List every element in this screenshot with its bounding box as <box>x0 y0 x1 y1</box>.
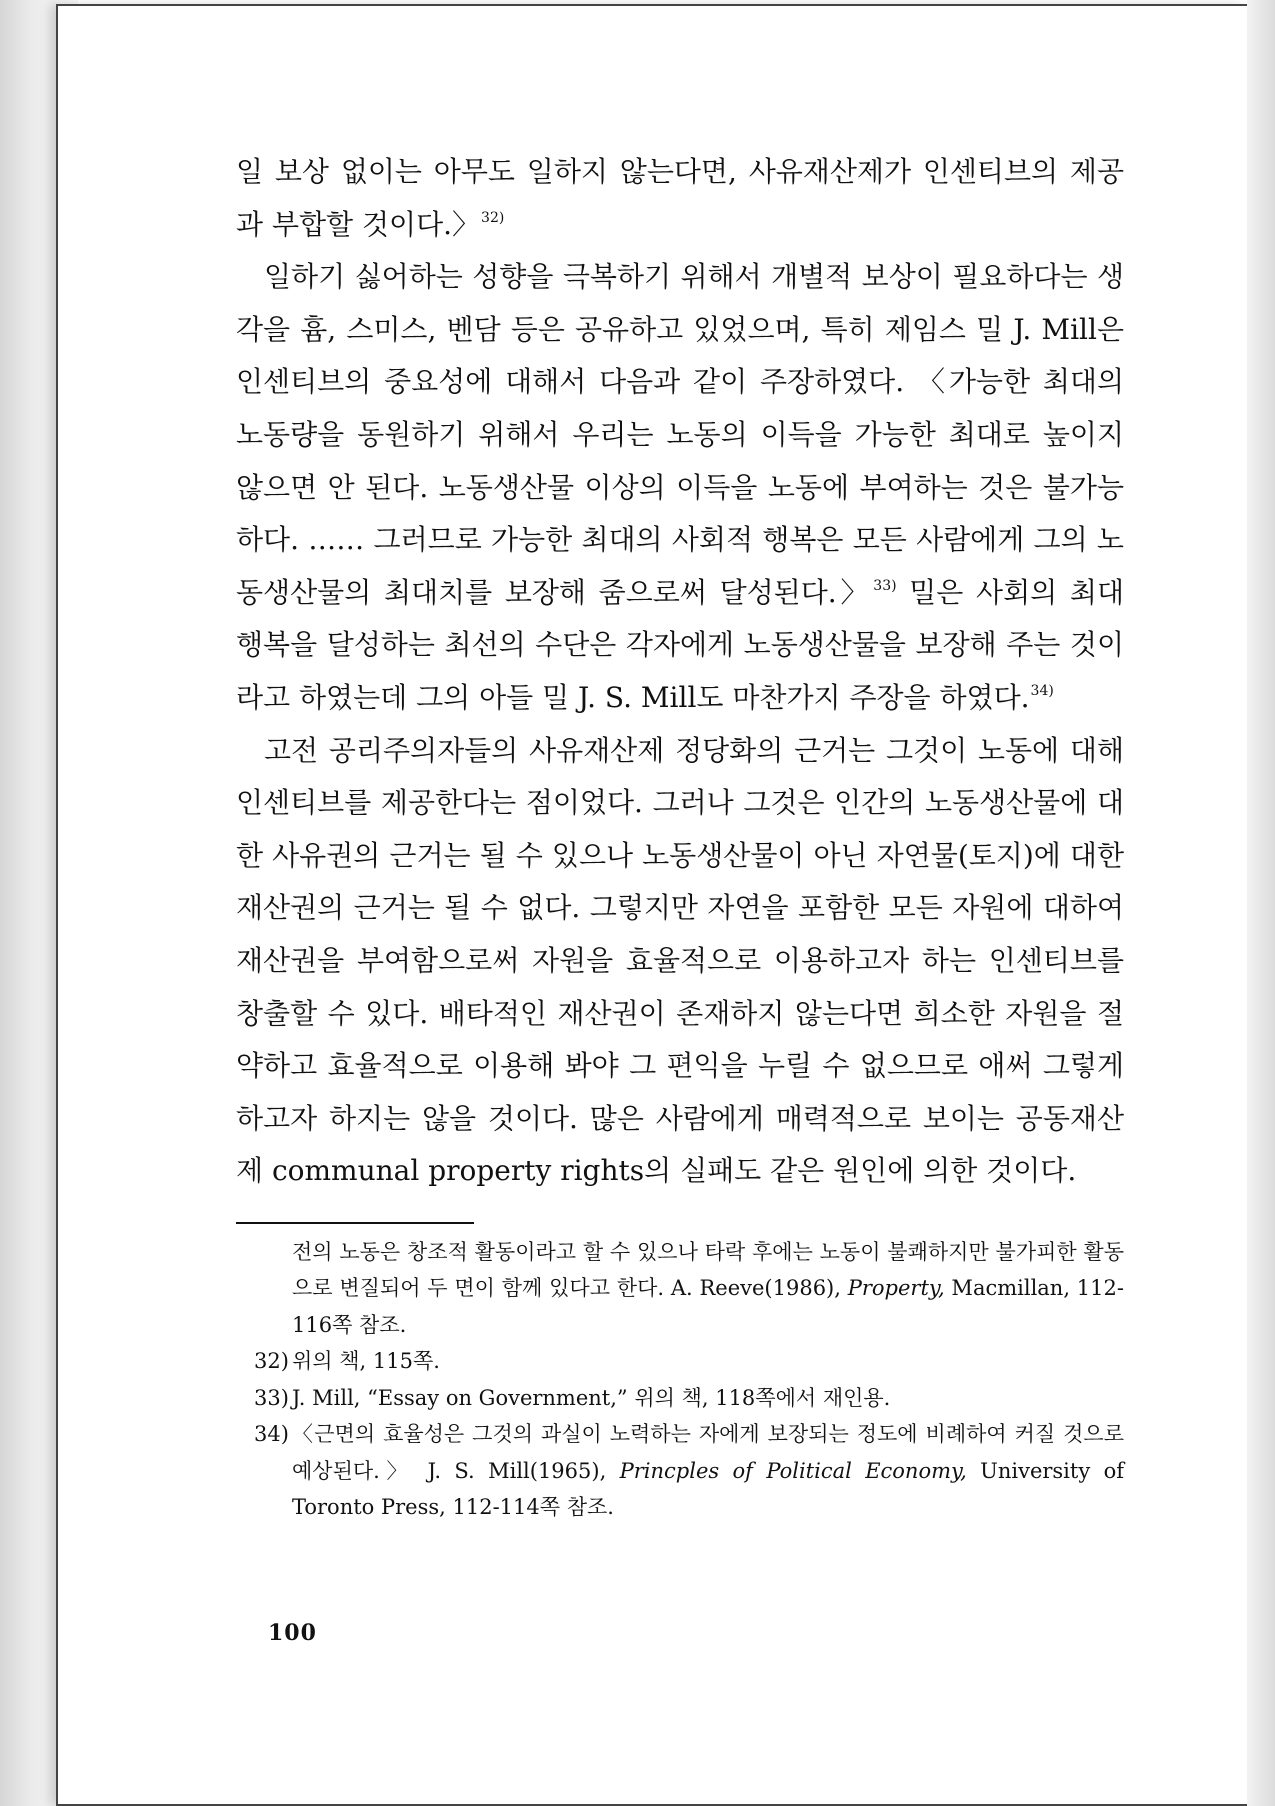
footnote-34 <box>236 1416 1124 1526</box>
footnote-text: J. Mill, “Essay on Government,” 위의 책, 118쪽에서 재인용. <box>292 1385 891 1410</box>
footnote-continued: 전의 노동은 창조적 활동이라고 할 수 있으나 타락 후에는 노동이 불쾌하지만 불가피한 활동으로 변질되어 두 면이 함께 있다고 한다. A. Reeve(1986), Property, Macmillan, 112-116쪽 참조. <box>292 1239 1124 1337</box>
footnote-number: 34) <box>254 1422 289 1447</box>
footnote-text: 〈근면의 효율성은 그것의 과실이 노력하는 자에게 보장되는 정도에 비례하여 커질 것으로 예상된다.〉 J. S. Mill(1965), Princples of Political Economy, University of Toronto Press, 112-114쪽 참조. <box>292 1422 1124 1520</box>
footnote-text: 위의 책, 115쪽. <box>292 1349 440 1374</box>
footnote-ref-32[interactable]: 32) <box>481 209 505 226</box>
footnote-number: 32) <box>254 1349 289 1374</box>
page-number: 100 <box>268 1620 317 1646</box>
body-text <box>236 146 1124 1198</box>
paragraph-mill: 일하기 싫어하는 성향을 극복하기 위해서 개별적 보상이 필요하다는 생각을 흄, 스미스, 벤담 등은 공유하고 있었으며, 특히 제임스 밀 J. Mill은 인센티브의 중요성에 대해서 다음과 같이 주장하였다. 〈가능한 최대의 노동량을 동원하기 위해서 우리는 노동의 이득을 가능한 최대로 높이지 않으면 안 된다. 노동생산물 이상의 이득을 노동에 부여하는 것은 불가능하다. …… 그러므로 가능한 최대의 사회적 행복은 모든 사람에게 그의 노동생산물의 최대치를 보장해 줌으로써 달성된다.〉$^{33)}$ 밀은 사회의 최대 행복을 달성하는 최선의 수단은 각자에게 노동생산물을 보장해 주는 것이라고 하였는데 그의 아들 밀 J. S. Mill도 마찬가지 주장을 하였다.$^{34)}$ <box>236 260 1125 714</box>
page-edge <box>1247 0 1275 1806</box>
paragraph-utilitarian: 고전 공리주의자들의 사유재산제 정당화의 근거는 그것이 노동에 대해 인센티브를 제공한다는 점이었다. 그러나 그것은 인간의 노동생산물에 대한 사유권의 근거는 될 수 있으나 노동생산물이 아닌 자연물(토지)에 대한 재산권의 근거는 될 수 없다. 그렇지만 자연을 포함한 모든 자원에 대하여 재산권을 부여함으로써 자원을 효율적으로 이용하고자 하는 인센티브를 창출할 수 있다. 배타적인 재산권이 존재하지 않는다면 희소한 자원을 절약하고 효율적으로 이용해 봐야 그 편익을 누릴 수 없으므로 애써 그렇게 하고자 하지는 않을 것이다. 많은 사람에게 매력적으로 보이는 공동재산제 communal property rights의 실패도 같은 원인에 의한 것이다. <box>236 733 1124 1188</box>
footnote-32 <box>236 1343 1124 1380</box>
footnotes <box>236 1234 1124 1526</box>
footnote-divider <box>236 1222 474 1224</box>
page-content <box>236 146 1124 1526</box>
footnote-ref-33[interactable]: 33) <box>873 577 897 594</box>
footnote-33 <box>236 1380 1124 1417</box>
paragraph-continued: 일 보상 없이는 아무도 일하지 않는다면, 사유재산제가 인센티브의 제공과 부합할 것이다.〉$^{32)}$ <box>236 155 1124 241</box>
footnote-number: 33) <box>254 1385 289 1410</box>
footnote-ref-34[interactable]: 34) <box>1030 682 1054 699</box>
